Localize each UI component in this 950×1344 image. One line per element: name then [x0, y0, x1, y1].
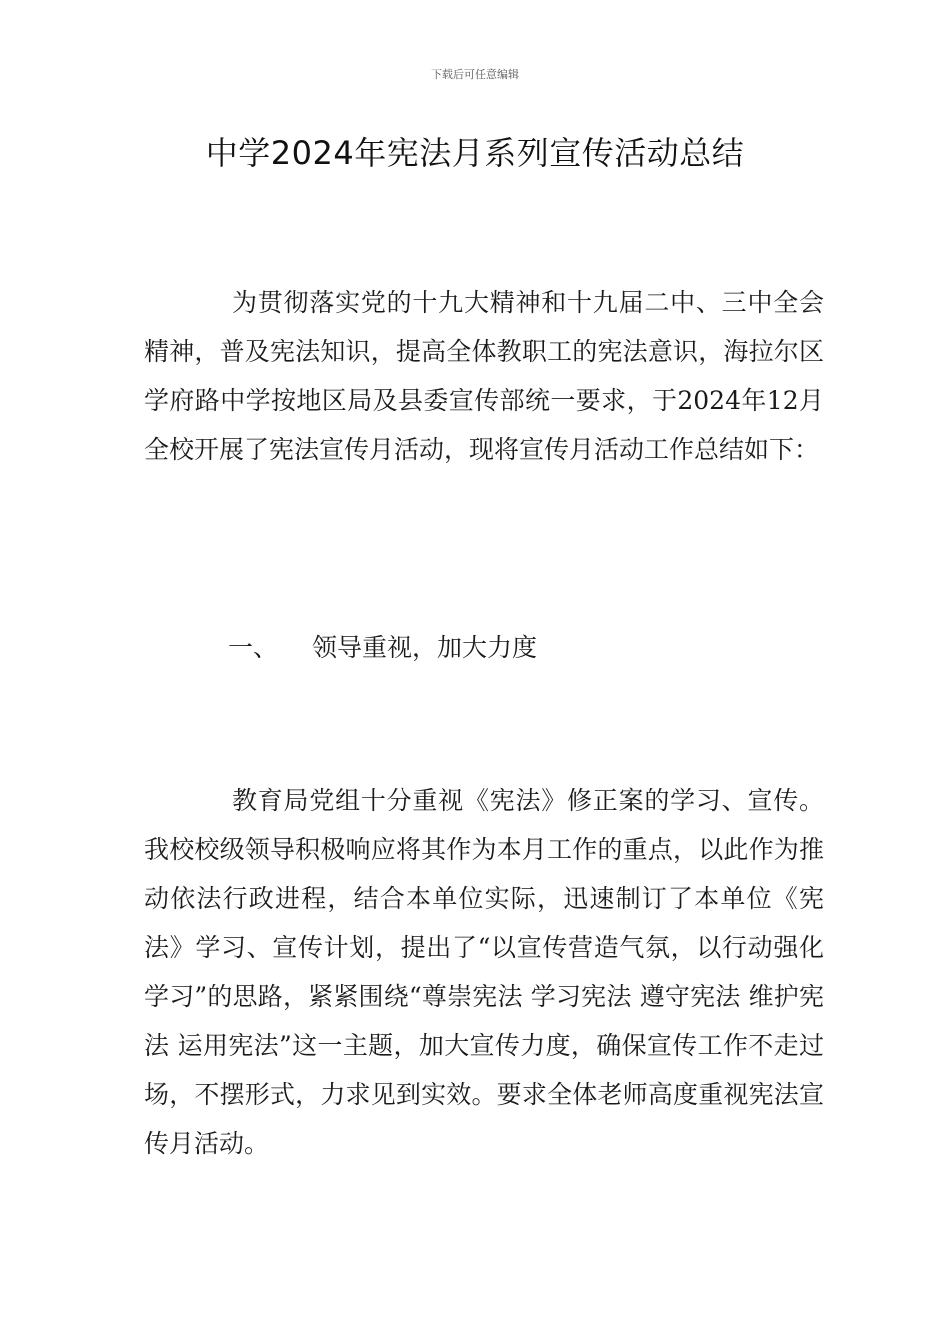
section-title: 领导重视，加大力度 [312, 633, 538, 662]
header-note: 下载后可任意编辑 [431, 68, 519, 81]
document-title: 中学2024年宪法月系列宣传活动总结 [205, 134, 745, 172]
paragraph-section-1: 教育局党组十分重视《宪法》修正案的学习、宣传。我校校级领导积极响应将其作为本月工作的重点，以此作为推动依法行政进程，结合本单位实际，迅速制订了本单位《宪法》学习、宣传计划，提出了“以宣传营造气氛，以行动强化学习”的思路，紧紧围绕“尊崇宪法 学习宪法 遵守宪法 维护宪法 运用宪法”这一主题，加大宣传力度，确保宣传工作不走过场，不摆形式，力求见到实效。要求全体老师高度重视宪法宣传月活动。 [144, 786, 824, 1158]
section-heading-1 [228, 626, 537, 670]
section-number: 一、 [228, 633, 279, 662]
paragraph-intro: 为贯彻落实党的十九大精神和十九届二中、三中全会精神，普及宪法知识，提高全体教职工的宪法意识，海拉尔区学府路中学按地区局及县委宣传部统一要求，于2024年12月全校开展了宪法宣传月活动，现将宣传月活动工作总结如下： [144, 288, 824, 464]
